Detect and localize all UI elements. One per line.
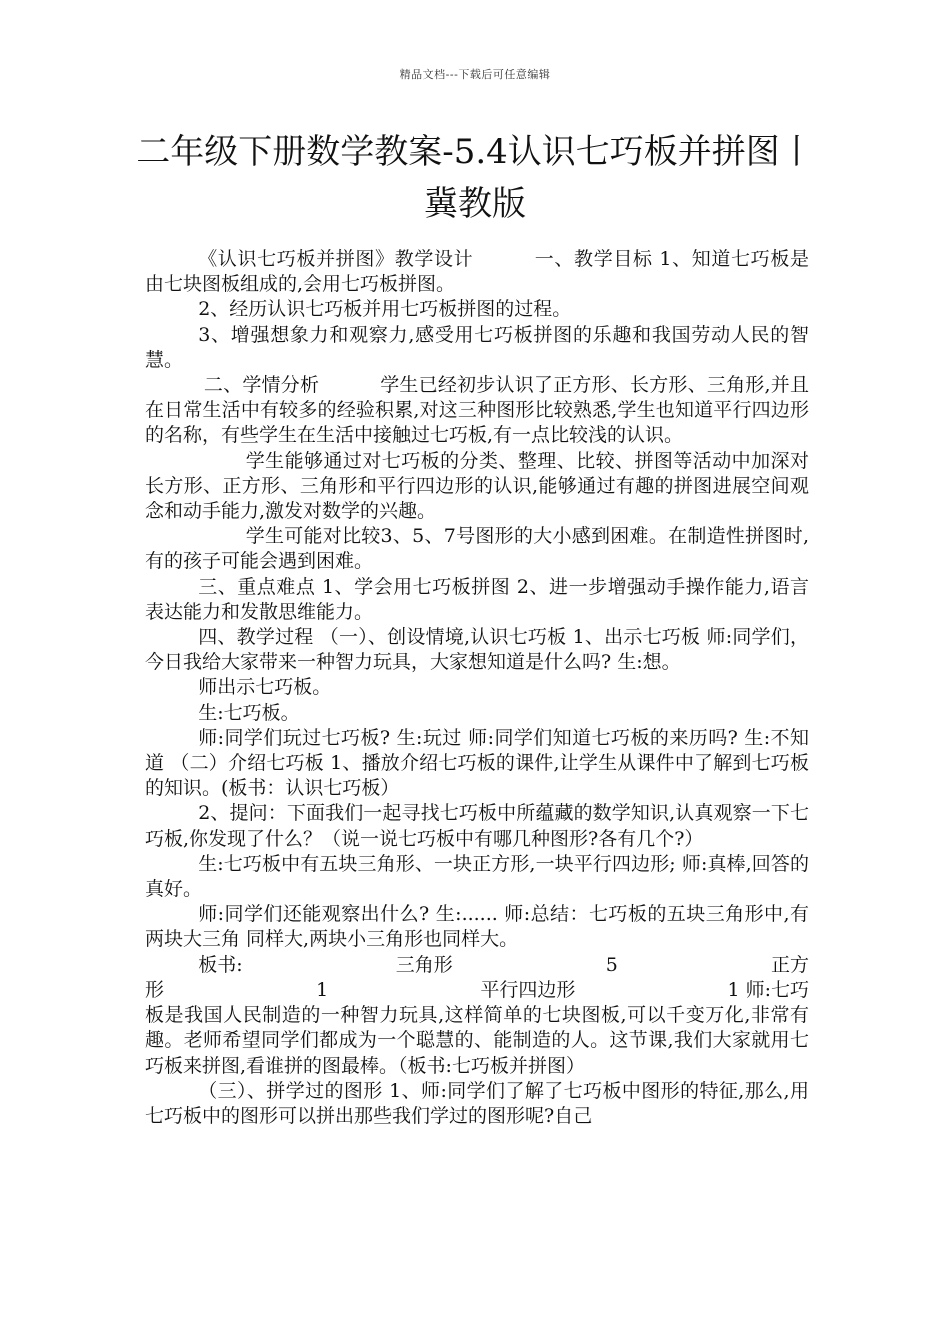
- header-note: 精品文档---下载后可任意编辑: [399, 68, 551, 81]
- board-square-part1: 正方: [770, 953, 809, 976]
- page-title: 二年级下册数学教案-5.4认识七巧板并拼图丨冀教版: [136, 132, 814, 224]
- board-row-2: [145, 978, 809, 1003]
- paragraph-text: 学生已经初步认识了正方形、长方形、三角形,并且在日常生活中有较多的经验积累,对这三种图形比较熟悉,学生也知道平行四边形的名称，有些学生在生活中接触过七巧板,有一点比较浅的认识。: [145, 374, 809, 447]
- paragraph: 学生能够通过对七巧板的分类、整理、比较、拼图等活动中加深对长方形、正方形、三角形和平行四边形的认识,能够通过有趣的拼图进展空间观念和动手能力,激发对数学的兴趣。: [145, 449, 809, 523]
- paragraph: [145, 373, 809, 449]
- board-triangle-count: 5: [605, 953, 618, 976]
- paragraph-text: 一、教学目标 1、知道七巧板是由七块图板组成的,会用七巧板拼图。: [145, 248, 809, 296]
- paragraph: 师出示七巧板。: [198, 676, 332, 699]
- paragraph-text: 二、学情分析: [203, 374, 320, 397]
- paragraph: 四、教学过程 （一）、创设情境,认识七巧板 1、出示七巧板 师:同学们，今日我给大家带来一种智力玩具，大家想知道是什么吗? 生:想。: [145, 626, 809, 674]
- paragraph: 学生可能对比较3、5、7号图形的大小感到困难。在制造性拼图时,有的孩子可能会遇到困难。: [145, 525, 809, 573]
- paragraph-text: 《认识七巧板并拼图》教学设计: [198, 248, 474, 270]
- paragraph: 三、重点难点 1、学会用七巧板拼图 2、进一步增强动手操作能力,语言表达能力和发散思维能力。: [145, 575, 809, 623]
- paragraph: 师:同学们玩过七巧板? 生:玩过 师:同学们知道七巧板的来历吗? 生:不知道 （二）介绍七巧板 1、播放介绍七巧板的课件,让学生从课件中了解到七巧板的知识。(板书：认识七巧板）: [145, 726, 809, 800]
- board-parallelogram-count: 1 师:七巧: [727, 978, 809, 1001]
- paragraph: 师:同学们还能观察出什么? 生:...... 师:总结：七巧板的五块三角形中,有两块大三角 同样大,两块小三角形也同样大。: [145, 903, 809, 951]
- board-label: 板书:: [198, 953, 243, 976]
- paragraph: 3、增强想象力和观察力,感受用七巧板拼图的乐趣和我国劳动人民的智慧。: [145, 323, 809, 371]
- paragraph: 2、经历认识七巧板并用七巧板拼图的过程。: [198, 298, 572, 321]
- paragraph: （三）、拼学过的图形 1、师:同学们了解了七巧板中图形的特征,那么,用七巧板中的图形可以拼出那些我们学过的图形呢?自己: [145, 1079, 809, 1127]
- document-body: [145, 247, 809, 1129]
- board-triangle: 三角形: [395, 953, 453, 976]
- board-square-part2: 形: [145, 978, 165, 1001]
- board-row-1: [145, 953, 809, 978]
- paragraph: 2、提问：下面我们一起寻找七巧板中所蕴藏的数学知识,认真观察一下七巧板,你发现了什么？（说一说七巧板中有哪几种图形?各有几个?）: [145, 802, 809, 850]
- board-square-count: 1: [316, 978, 329, 1001]
- paragraph: 生:七巧板中有五块三角形、一块正方形,一块平行四边形; 师:真棒,回答的真好。: [145, 852, 809, 901]
- board-parallelogram: 平行四边形: [480, 978, 576, 1001]
- paragraph: 生:七巧板。: [198, 701, 300, 724]
- paragraph: [145, 247, 809, 297]
- paragraph: 板是我国人民制造的一种智力玩具,这样简单的七块图板,可以千变万化,非常有趣。老师希望同学们都成为一个聪慧的、能制造的人。这节课,我们大家就用七巧板来拼图,看谁拼的图最棒。（板书:七巧板并拼图）: [145, 1004, 809, 1077]
